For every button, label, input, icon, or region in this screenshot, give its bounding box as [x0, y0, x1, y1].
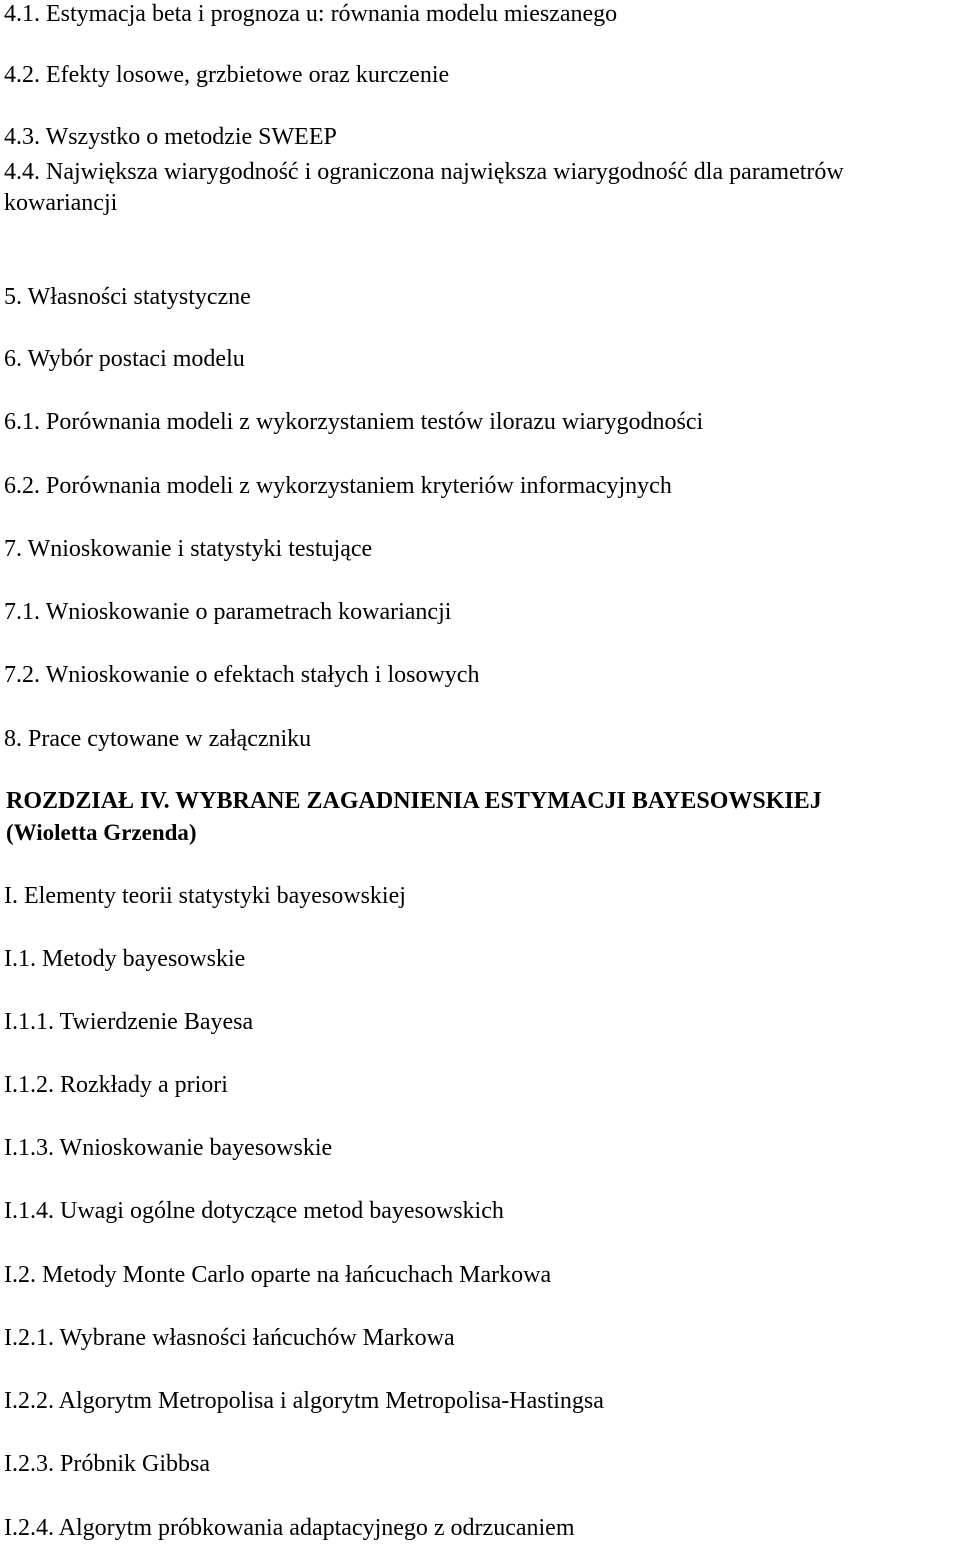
chapter-author: (Wioletta Grzenda) [6, 820, 197, 845]
toc-entry: 4.3. Wszystko o metodzie SWEEP [4, 124, 337, 150]
toc-entry: I.1.2. Rozkłady a priori [4, 1072, 228, 1098]
toc-entry: 7. Wnioskowanie i statystyki testujące [4, 536, 373, 562]
toc-entry: 7.2. Wnioskowanie o efektach stałych i losowych [4, 662, 480, 688]
toc-entry: I.2.3. Próbnik Gibbsa [4, 1451, 210, 1477]
toc-entry: 8. Prace cytowane w załączniku [4, 726, 312, 752]
toc-entry: 6.2. Porównania modeli z wykorzystaniem kryteriów informacyjnych [4, 473, 672, 499]
toc-entry: I. Elementy teorii statystyki bayesowskiej [4, 883, 406, 909]
toc-entry: 6.1. Porównania modeli z wykorzystaniem testów ilorazu wiarygodności [4, 409, 704, 435]
toc-entry: I.1.1. Twierdzenie Bayesa [4, 1009, 254, 1035]
toc-entry: 4.2. Efekty losowe, grzbietowe oraz kurczenie [4, 62, 450, 88]
toc-entry: I.2.1. Wybrane własności łańcuchów Markowa [4, 1325, 455, 1351]
toc-entry: I.2.4. Algorytm próbkowania adaptacyjnego z odrzucaniem [4, 1515, 575, 1541]
chapter-title: ROZDZIAŁ IV. WYBRANE ZAGADNIENIA ESTYMACJI BAYESOWSKIEJ [6, 788, 822, 814]
toc-entry: 6. Wybór postaci modelu [4, 346, 245, 372]
toc-entry: 5. Własności statystyczne [4, 284, 251, 310]
toc-entry: I.1.4. Uwagi ogólne dotyczące metod bayesowskich [4, 1198, 504, 1224]
toc-entry: I.1. Metody bayesowskie [4, 946, 246, 972]
toc-entry: 4.4. Największa wiarygodność i ograniczona największa wiarygodność dla parametrów kowariancji [4, 159, 844, 216]
toc-entry: I.1.3. Wnioskowanie bayesowskie [4, 1135, 333, 1161]
toc-entry: I.2. Metody Monte Carlo oparte na łańcuchach Markowa [4, 1262, 552, 1288]
toc-entry: I.2.2. Algorytm Metropolisa i algorytm Metropolisa-Hastingsa [4, 1388, 604, 1414]
toc-entry: 7.1. Wnioskowanie o parametrach kowariancji [4, 599, 452, 625]
chapter-heading [6, 786, 956, 848]
toc-entry: 4.1. Estymacja beta i prognoza u: równania modelu mieszanego [4, 1, 618, 27]
